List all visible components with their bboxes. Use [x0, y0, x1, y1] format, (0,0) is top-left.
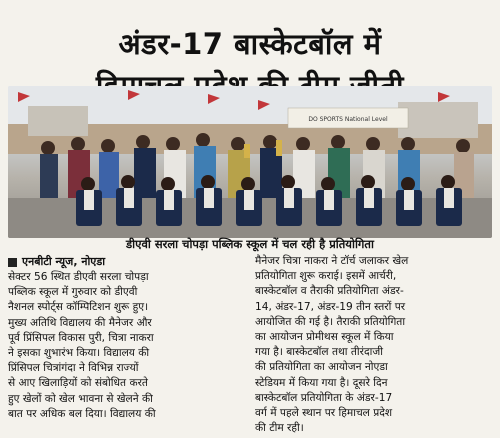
- text-line: पूर्व प्रिंसिपल विकास पुरी, चित्रा नाकरा: [8, 331, 154, 344]
- text-line: आयोजित की गई है। तैराकी प्रतियोगिता: [255, 315, 406, 328]
- text-line: हुए खेलों को खेल भावना से खेलने की: [8, 392, 153, 405]
- team-photo: [8, 86, 492, 238]
- text-line: बास्केटबॉल व तैराकी प्रतियोगिता अंडर-: [255, 285, 404, 298]
- photo-caption: डीएवी सरला चोपड़ा पब्लिक स्कूल में चल रही है प्रतियोगिता: [126, 237, 374, 251]
- text-line: से आए खिलाड़ियों को संबोधित करते: [8, 377, 148, 390]
- banner-text: DO SPORTS National Level: [308, 116, 388, 123]
- text-line: ने इसका शुभारंभ किया। विद्यालय की: [8, 347, 150, 360]
- text-line: की टीम रही।: [255, 422, 304, 435]
- team-photo-illustration: [8, 86, 492, 238]
- text-line: नैशनल स्पोर्ट्स कॉम्पिटिशन शुरू हुए।: [8, 301, 149, 314]
- headline-line-1: अंडर-17 बास्केटबॉल में: [118, 27, 382, 62]
- article-column-right: [255, 254, 493, 436]
- text-line: बात पर अधिक बल दिया। विद्यालय की: [8, 407, 156, 420]
- text-line: पब्लिक स्कूल में गुरुवार को डीएवी: [8, 286, 138, 299]
- text-line: प्रिंसिपल चित्रांगंदा ने विभिन्न राज्यों: [8, 362, 139, 375]
- left-paragraph: [8, 270, 246, 422]
- article-column-left: [8, 254, 246, 422]
- text-line: बास्केटबॉल प्रतियोगिता के अंडर-17: [255, 391, 393, 404]
- text-line: प्रतियोगिता शुरू कराई। इसमें आर्चरी,: [255, 270, 397, 283]
- bullet-square-icon: [8, 258, 17, 267]
- text-line: मुख्य अतिथि विद्यालय की मैनेजर और: [8, 316, 152, 329]
- byline-text: एनबीटी न्यूज, नोएडा: [22, 255, 106, 269]
- text-line: सेक्टर 56 स्थित डीएवी सरला चोपड़ा: [8, 271, 149, 283]
- byline: [8, 254, 246, 270]
- text-line: 14, अंडर-17, अंडर-19 तीन स्तरों पर: [255, 300, 406, 313]
- right-paragraph: [255, 254, 493, 436]
- text-line: वर्ग में पहले स्थान पर हिमाचल प्रदेश: [255, 407, 393, 420]
- text-line: मैनेजर चित्रा नाकरा ने टॉर्च जलाकर खेल: [255, 255, 409, 267]
- text-line: का आयोजन प्रोमीथस स्कूल में किया: [255, 331, 394, 344]
- text-line: गया है। बास्केटबॉल तथा तीरंदाजी: [255, 346, 383, 359]
- text-line: की प्रतियोगिता का आयोजन नोएडा: [255, 361, 388, 374]
- text-line: स्टेडियम में किया गया है। दूसरे दिन: [255, 376, 388, 389]
